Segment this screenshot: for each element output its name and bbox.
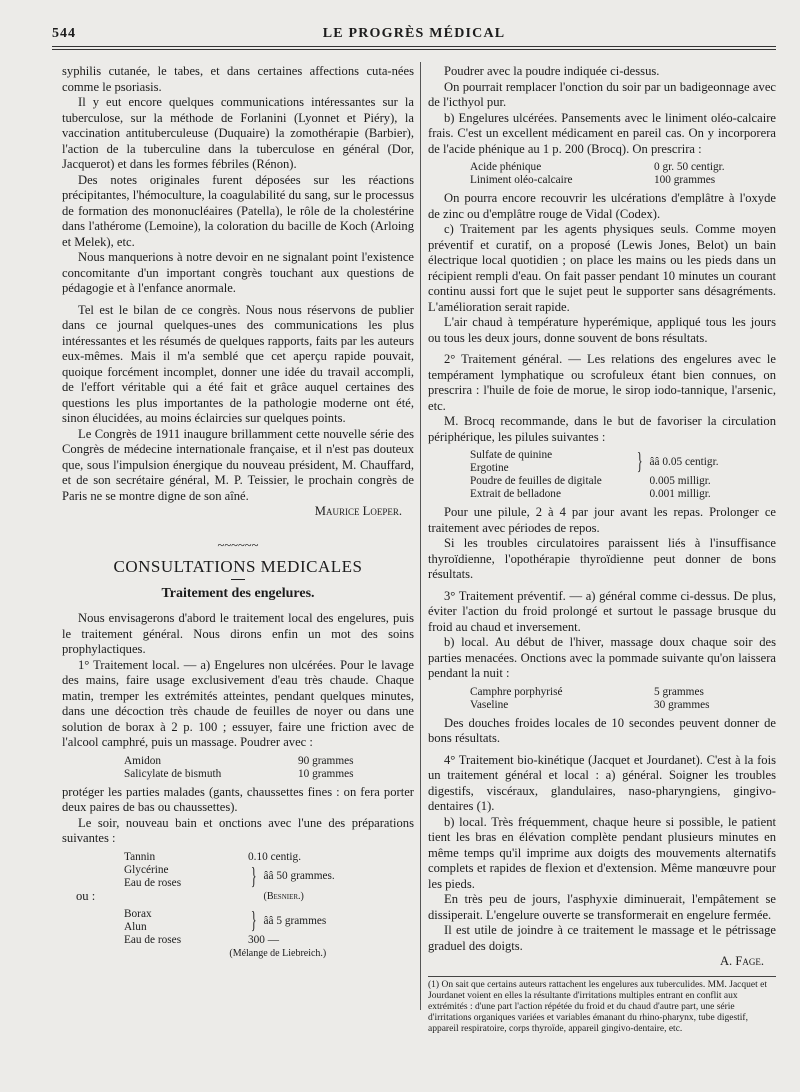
prescription: Acide phénique 0 gr. 50 centigr. Liniment oléo-calcaire 100 grammes <box>470 161 725 186</box>
header-rule <box>52 46 776 47</box>
paragraph: Nous manquerions à notre devoir en ne signalant point l'existence concomitante d'un important congrès touchant aux questions de pédagogie et à l'enfance anormale. <box>62 250 414 295</box>
paragraph: b) local. Très fréquemment, chaque heure si possible, le patient tient les bras en élévation complète pendant plusieurs minutes en même temps qu'il imprime aux doigts des mouvements alternatifs complets et rapides de flexion et d'extension. Même manœuvre pour les pieds. <box>428 814 776 891</box>
prescription-dose: ââ 50 grammes. <box>263 870 335 882</box>
paragraph: Tel est le bilan de ce congrès. Nous nous réservons de publier dans ce journal quelques-unes des communications les plus intéressantes et les résumés de quelques rapports, faits par les auteurs eux-mêmes. Mais il m'a semblé que cet aperçu rapide pouvait, quoique forcément incomplet, donner une idée du travail accompli, de l'effort véritable qui a été fait et grâce auquel certaines des questions les plus importantes de la pathologie moderne ont été, sinon élucidées, au moins éclaircies sur quelques points. <box>62 302 414 425</box>
paragraph: Le soir, nouveau bain et onctions avec l'une des préparations suivantes : <box>62 815 414 845</box>
or-label: ou : <box>76 888 96 903</box>
prescription: Camphre porphyrisé 5 grammes Vaseline 30 grammes <box>470 685 710 711</box>
prescription-line: Salicylate de bismuth 10 grammes <box>124 767 354 780</box>
paragraph: On pourrait remplacer l'onction du soir par un badigeonnage avec de l'icthyol pur. <box>428 79 776 109</box>
column-divider <box>420 62 421 1010</box>
prescription-author: (Besnier.) <box>263 890 304 902</box>
paragraph: Il est utile de joindre à ce traitement le massage et le pétrissage graduel des doigts. <box>428 923 776 953</box>
paragraph: En très peu de jours, l'asphyxie diminuerait, l'empâtement se dissiperait. L'engelure ouverte se transformerait en engelure fermée. <box>428 892 776 922</box>
footnote: (1) On sait que certains auteurs rattachent les engelures aux tuberculides. MM. Jacquet et Jourdanet voient en elles la résultante d'irritations multiples entrant en conflit aux extrémités : d'une part l'action répétée du froid et du chaud d'autre part, une série d'irritations organiques variées et variables émanant du rhino-pharynx, tube digestif, appareil respiratoire, corps thyroïde, appareil gingivo-dentaire, etc. <box>428 976 776 1035</box>
page-header <box>52 26 776 42</box>
header-rule-2 <box>52 49 776 50</box>
prescription-author: (Mélange de Liebreich.) <box>229 948 327 959</box>
signature: A. Fage. <box>719 954 764 968</box>
prescription-ingredient: Glycérine <box>124 863 169 876</box>
paragraph: c) Traitement par les agents physiques seuls. Comme moyen préventif et curatif, on a proposé (Lewis Jones, Belot) un bain électrique local quotidien ; on place les mains ou les pieds dans un récipient rempli d'eau. On fait passer pendant 10 minutes un courant continu aussi fort que le sujet peut le supporter sans désagréments. L'amélioration serait rapide. <box>428 222 776 314</box>
prescription: Sulfate de quinine } ââ 0.05 centigr. Ergotine Poudre de feuilles de digitale 0.005 milligr. Extrait de belladone 0.001 milligr. <box>470 449 719 500</box>
paragraph: M. Brocq recommande, dans le but de favoriser la circulation périphérique, les pilules suivantes : <box>428 414 776 444</box>
paragraph: Poudrer avec la poudre indiquée ci-dessus. <box>444 64 660 78</box>
paragraph: 1° Traitement local. — a) Engelures non ulcérées. Pour le lavage des mains, faire usage exclusivement d'eau très chaude. Chaque matin, tremper les extrémités atteintes, pendant quelques minutes, dans une décoction très chaude de feuilles de noyer ou dans une solution de borax à 2 p. 100 ; essuyer, faire une friction avec de l'alcool camphré, puis un massage. Poudrer avec : <box>62 657 414 749</box>
brace: } <box>250 863 257 890</box>
journal-title: LE PROGRÈS MÉDICAL <box>322 26 506 41</box>
paragraph: b) Engelures ulcérées. Pansements avec le liniment oléo-calcaire frais. C'est un excellent médicament en pareil cas. On y incorporera de l'acide phénique au 1 p. 200 (Brocq). On prescrira : <box>428 110 776 156</box>
prescription-line: Amidon 90 grammes <box>124 754 354 767</box>
paragraph: Le Congrès de 1911 inaugure brillamment cette nouvelle série des Congrès de médecine internationale française, et il n'est pas douteux que, sous l'impulsion énergique du nouveau président, M. Chauffard, et de son secrétaire général, M. P. Teissier, le prochain congrès de Paris ne se montre digne de son aîné. <box>62 426 414 503</box>
prescription-dose: 300 — <box>248 934 280 946</box>
prescription-dose: ââ 5 grammes <box>263 914 327 927</box>
paragraph: syphilis cutanée, le tabes, et dans certaines affections cuta-nées comme le psoriasis. <box>62 64 414 94</box>
paragraph: protéger les parties malades (gants, chaussettes fines : on fera porter deux paires de bas ou chaussettes). <box>62 784 414 814</box>
prescription <box>122 755 414 781</box>
section-title: CONSULTATIONS MEDICALES <box>113 557 363 576</box>
prescription-ingredient: Tannin <box>124 850 156 863</box>
left-column <box>62 64 414 964</box>
ornament: ~~~~~~ <box>217 537 259 552</box>
page-number: 544 <box>52 26 76 41</box>
paragraph: Il y eut encore quelques communications intéressantes sur la tuberculose, sur la méthode de Forlanini (Lyonnet et Piéry), la vaccination antituberculeuse (Duquaire) la zomothérapie (Barbier), l'action de la tuberculine dans la tuberculose en général (Dor, Jacquerot) et dans les formes fébriles (Rénon). <box>62 95 414 171</box>
prescription-ingredient: Borax <box>124 908 152 920</box>
prescription <box>122 908 414 960</box>
prescription-ingredient: Eau de roses <box>124 934 182 946</box>
paragraph: 3° Traitement préventif. — a) général comme ci-dessus. De plus, éviter l'action du froid prolongé et surtout le passage brusque du froid au chaud et inversement. <box>428 588 776 634</box>
paragraph: Pour une pilule, 2 à 4 par jour avant les repas. Prolonger ce traitement avec périodes de repos. <box>428 505 776 535</box>
divider <box>231 579 245 580</box>
paragraph: Des douches froides locales de 10 secondes peuvent donner de bons résultats. <box>428 715 776 745</box>
paragraph: b) local. Au début de l'hiver, massage doux chaque soir des parties menacées. Onctions avec la pommade suivante qu'on laissera pendant la nuit : <box>428 635 776 680</box>
paragraph: 2° Traitement général. — Les relations des engelures avec le tempérament lymphatique ou scrofuleux étant bien connues, on prescrira : l'huile de foie de morue, le sirop iodo-tannique, l'arsenic, etc. <box>428 352 776 413</box>
signature: Maurice Loeper. <box>314 504 402 518</box>
paragraph: 4° Traitement bio-kinétique (Jacquet et Jourdanet). C'est à la fois un traitement général et local : a) général. Soigner les troubles digestifs, viscéraux, glandulaires, naso-pharyngiens, gingivo-dentaires (1). <box>428 752 776 813</box>
brace: } <box>250 908 257 934</box>
prescription-ingredient: Eau de roses <box>124 876 182 889</box>
prescription-ingredient: Alun <box>124 921 147 933</box>
paragraph: L'air chaud à température hyperémique, appliqué tous les jours ou tous les deux jours, donne souvent de bons résultats. <box>428 315 776 345</box>
paragraph: Nous envisagerons d'abord le traitement local des engelures, puis le traitement général. Nous dirons enfin un mot des soins prophylactiques. <box>62 611 414 656</box>
paragraph: Si les troubles circulatoires paraissent liés à l'insuffisance thyroïdienne, l'opothérapie thyroïdienne peut donner de bons résultats. <box>428 536 776 581</box>
brace: } <box>636 449 643 475</box>
right-column <box>428 64 776 1035</box>
subsection-title: Traitement des engelures. <box>161 585 315 601</box>
paragraph: Des notes originales furent déposées sur les réactions précipitantes, l'hémoculture, la coagulabilité du sang, sur le processus de formation des mononucléaires (Patella), le rôle de la cholestérine dans l'athérome (Lemoine), la coloration du bacille de Koch (Arloing et Melek), etc. <box>62 172 414 249</box>
paragraph: On pourra encore recouvrir les ulcérations d'emplâtre à l'oxyde de zinc ou d'emplâtre rouge de Vidal (Codex). <box>428 191 776 221</box>
prescription-dose: 0.10 centig. <box>248 850 302 863</box>
